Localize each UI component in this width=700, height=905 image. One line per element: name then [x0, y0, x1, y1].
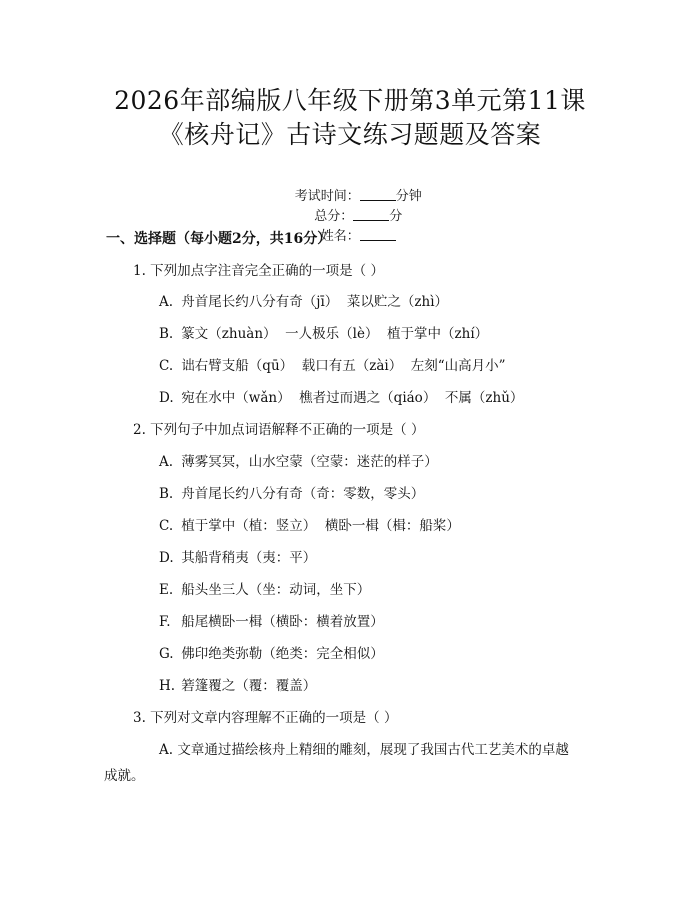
- exam-info-line: [0, 167, 700, 267]
- question-2-option-h: [159, 676, 316, 696]
- question-3-option-a: [104, 737, 576, 789]
- option-label: A.: [159, 454, 174, 470]
- question-1-option-b: [159, 324, 488, 344]
- option-text: 植于掌中（植：竖立） 横卧一楫（楫：船桨）: [181, 518, 460, 534]
- exam-time-blank: [360, 188, 396, 201]
- option-text: 其船背稍夷（夷：平）: [181, 550, 317, 566]
- question-1-stem: 1. 下列加点字注音完全正确的一项是（ ）: [133, 263, 384, 279]
- option-label: D.: [159, 390, 174, 406]
- option-label: G.: [159, 646, 174, 662]
- total-score-unit: 分: [389, 209, 403, 224]
- question-2-option-f: [159, 612, 384, 632]
- question-2-option-c: [159, 516, 460, 536]
- option-text: 船头坐三人（坐：动词，坐下）: [181, 582, 371, 598]
- option-text: 舟首尾长约八分有奇（奇：零数，零头）: [181, 486, 425, 502]
- total-score-label: 总分：: [314, 209, 354, 224]
- exam-time-label: 考试时间：: [294, 189, 360, 204]
- question-3-stem: 3. 下列对文章内容理解不正确的一项是（ ）: [133, 710, 398, 726]
- question-2-stem: 2. 下列句子中加点词语解释不正确的一项是（ ）: [133, 422, 425, 438]
- option-label: D.: [159, 550, 174, 566]
- option-label: B.: [159, 486, 174, 502]
- option-text: 箬篷覆之（覆：覆盖）: [181, 678, 317, 694]
- option-label: C.: [159, 518, 174, 534]
- option-text: 薄雾冥冥，山水空蒙（空蒙：迷茫的样子）: [181, 454, 438, 470]
- name-field: [321, 227, 396, 247]
- option-text: 篆文（zhuàn） 一人极乐（lè） 植于掌中（zhí）: [181, 326, 489, 342]
- question-2-option-d: [159, 548, 316, 568]
- option-label: H.: [159, 678, 176, 694]
- option-label: B.: [159, 326, 174, 342]
- option-label: F.: [159, 614, 171, 630]
- question-2-option-g: [159, 644, 384, 664]
- document-title-line-2: 《核舟记》古诗文练习题题及答案: [158, 120, 542, 149]
- option-text: 诎右臂支船（qū） 载口有五（zài） 左刻“山高月小”: [181, 358, 506, 374]
- question-2-option-e: [159, 580, 370, 600]
- total-score-blank: [353, 208, 389, 221]
- exam-time-field: [295, 187, 422, 207]
- option-text: 文章通过描绘核舟上精细的雕刻，展现了我国古代工艺美术的卓越成就。: [104, 742, 569, 784]
- section-heading: 一、选择题（每小题2分，共16分）: [106, 231, 332, 247]
- document-title-line-1: 2026年部编版八年级下册第3单元第11课: [114, 86, 586, 115]
- total-score-field: [314, 207, 402, 227]
- option-label: E.: [159, 582, 174, 598]
- name-blank: [360, 228, 396, 241]
- question-2-option-a: [159, 452, 438, 472]
- question-1-option-c: [159, 356, 506, 376]
- option-text: 宛在水中（wǎn） 樵者过而遇之（qiáo） 不属（zhǔ）: [181, 390, 524, 406]
- option-label: A.: [159, 742, 174, 758]
- name-label: 姓名：: [320, 229, 360, 244]
- question-2-option-b: [159, 484, 424, 504]
- option-text: 佛印绝类弥勒（绝类：完全相似）: [181, 646, 384, 662]
- question-1-option-d: [159, 388, 523, 408]
- option-label: C.: [159, 358, 174, 374]
- exam-time-unit: 分钟: [395, 189, 422, 204]
- option-text: 舟首尾长约八分有奇（jī） 菜以贮之（zhì）: [181, 294, 449, 310]
- question-1-option-a: [159, 292, 448, 312]
- option-text: 船尾横卧一楫（横卧：横着放置）: [181, 614, 384, 630]
- option-label: A.: [159, 294, 174, 310]
